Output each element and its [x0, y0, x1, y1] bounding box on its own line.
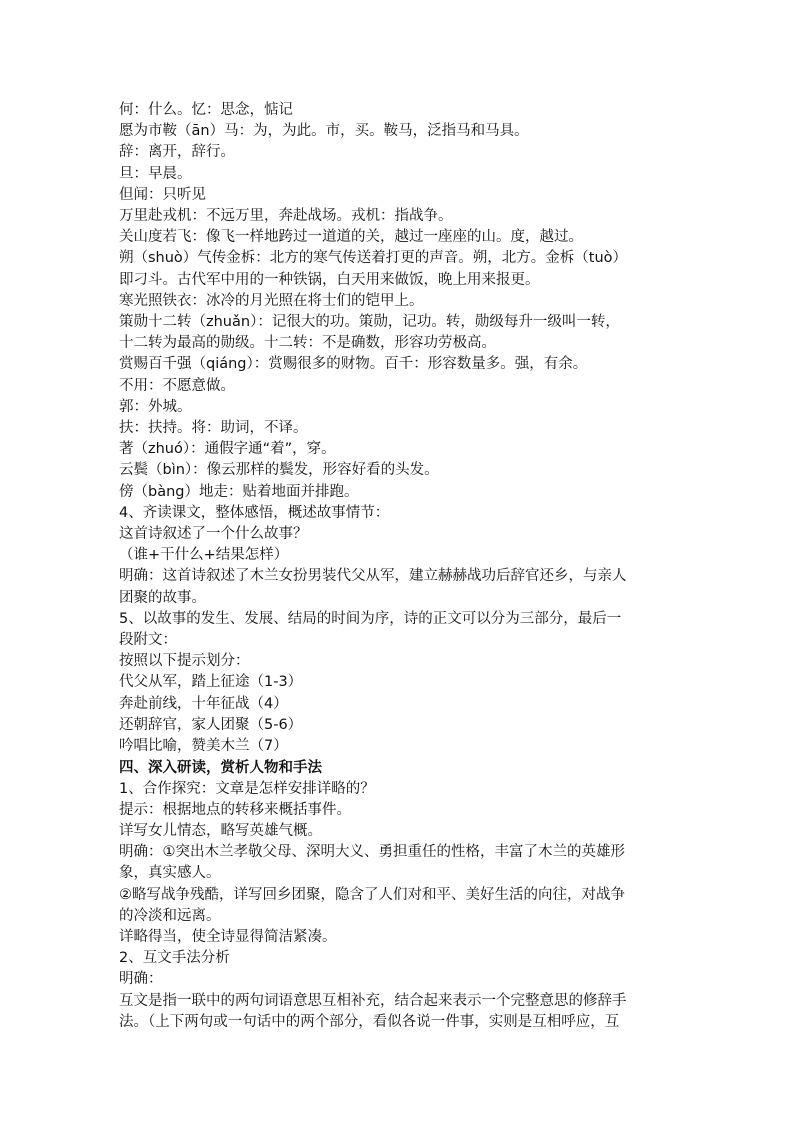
text-line: 朔（shuò）气传金柝：北方的寒气传送着打更的声音。朔，北方。金柝（tuò） [119, 250, 628, 267]
text-line: 提示：根据地点的转移来概括事件。 [119, 801, 351, 818]
text-line: 但闻：只听见 [119, 186, 206, 203]
text-line: 明确： [119, 971, 163, 988]
text-line: 扶：扶持。将：助词，不译。 [119, 420, 308, 437]
text-line: ②略写战争残酷，详写回乡团聚，隐含了人们对和平、美好生活的向往，对战争 [119, 886, 625, 903]
text-line: 象，真实感人。 [119, 865, 221, 882]
text-line: 即刁斗。古代军中用的一种铁锅，白天用来做饭，晚上用来报更。 [119, 271, 540, 288]
text-line: 互文是指一联中的两句词语意思互相补充，结合起来表示一个完整意思的修辞手 [119, 992, 627, 1009]
text-line: 法。（上下两句或一句话中的两个部分，看似各说一件事，实则是互相呼应，互 [119, 1013, 620, 1030]
text-line: 团聚的故事。 [119, 589, 206, 606]
text-line: 旦：早晨。 [119, 165, 192, 182]
section-item: 4、齐读课文，整体感悟，概述故事情节： [119, 504, 390, 521]
outline-item: 还朝辞官，家人团聚（5-6） [119, 716, 303, 733]
text-line: 辞：离开，辞行。 [119, 144, 235, 161]
text-line: 段附文： [119, 632, 177, 649]
text-line: 云鬓（bìn）：像云那样的鬓发，形容好看的头发。 [119, 462, 439, 479]
text-line: 详写女儿情态，略写英雄气概。 [119, 822, 322, 839]
text-line: 按照以下提示划分： [119, 653, 250, 670]
text-line: 何：什么。忆：思念，惦记 [119, 102, 293, 118]
text-line: 的冷淡和远离。 [119, 907, 221, 924]
text-line: 郭：外城。 [119, 398, 192, 415]
text-line: 十二转为最高的勋级。十二转：不是确数，形容功劳极高。 [119, 335, 496, 352]
document-page [119, 100, 679, 1033]
text-line: 明确：这首诗叙述了木兰女扮男装代父从军，建立赫赫战功后辞官还乡，与亲人 [119, 568, 627, 585]
text-line: 策勋十二转（zhuǎn）：记很大的功。策勋，记功。转，勋级每升一级叫一转， [119, 314, 620, 331]
text-line: 寒光照铁衣：冰冷的月光照在将士们的铠甲上。 [119, 292, 424, 309]
text-line: 愿为市鞍（ān）马：为，为此。市，买。鞍马，泛指马和马具。 [119, 123, 529, 140]
outline-item: 奔赴前线，十年征战（4） [119, 695, 288, 712]
section-item: 2、互文手法分析 [119, 950, 230, 967]
text-line: 关山度若飞：像飞一样地跨过一道道的关，越过一座座的山。度，越过。 [119, 229, 583, 246]
text-line: 详略得当，使全诗显得简洁紧凑。 [119, 928, 337, 945]
outline-item: 吟唱比喻，赞美木兰（7） [119, 738, 288, 755]
section-item: 5、以故事的发生、发展、结局的时间为序，诗的正文可以分为三部分，最后一 [119, 610, 622, 627]
text-line: 明确：①突出木兰孝敬父母、深明大义、勇担重任的性格，丰富了木兰的英雄形 [119, 844, 625, 861]
text-line: 赏赐百千强（qiáng）：赏赐很多的财物。百千：形容数量多。强，有余。 [119, 356, 588, 373]
section-item: 1、合作探究：文章是怎样安排详略的？ [119, 780, 375, 797]
text-line: 这首诗叙述了一个什么故事？ [119, 526, 308, 543]
text-line: 傍（bàng）地走：贴着地面并排跑。 [119, 483, 359, 500]
text-line: 著（zhuó）：通假字通“着”，穿。 [119, 441, 336, 458]
section-heading: 四、深入研读，赏析人物和手法 [119, 759, 322, 777]
text-line: 不用：不愿意做。 [119, 377, 235, 394]
text-line: 万里赴戎机：不远万里，奔赴战场。戎机：指战争。 [119, 208, 453, 225]
outline-item: 代父从军，踏上征途（1-3） [119, 674, 303, 691]
text-line: （谁+干什么+结果怎样） [119, 547, 289, 564]
